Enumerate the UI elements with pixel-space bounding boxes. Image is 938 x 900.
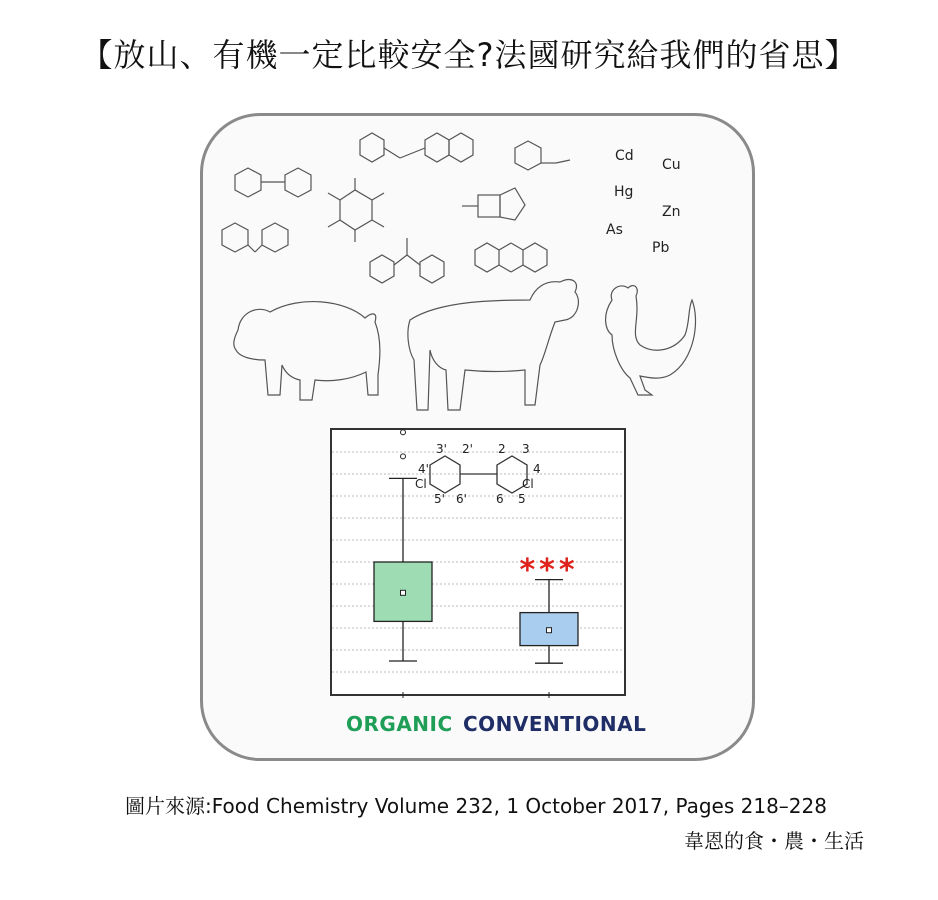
- element-pb: Pb: [652, 240, 670, 256]
- inset-label: Cl: [522, 477, 534, 491]
- author-credit: 韋恩的食・農・生活: [684, 829, 864, 853]
- inset-label: 5: [518, 492, 526, 506]
- inset-label: 2': [462, 442, 473, 456]
- element-zn: Zn: [662, 204, 681, 220]
- category-conventional: CONVENTIONAL: [463, 712, 647, 736]
- inset-label: 3: [522, 442, 530, 456]
- inset-label: 4: [533, 462, 541, 476]
- inset-label: 2: [498, 442, 506, 456]
- element-cu: Cu: [662, 157, 681, 173]
- inset-label: 5': [434, 492, 445, 506]
- inset-label: 4': [418, 462, 429, 476]
- element-cd: Cd: [615, 148, 634, 164]
- element-hg: Hg: [614, 184, 634, 200]
- page-title: 【放山、有機一定比較安全?法國研究給我們的省思】: [80, 36, 858, 74]
- inset-label: 3': [436, 442, 447, 456]
- inset-label: 6': [456, 492, 467, 506]
- element-as: As: [606, 222, 623, 238]
- category-organic: ORGANIC: [346, 712, 453, 736]
- boxplot-frame: [330, 428, 626, 696]
- inset-label: Cl: [415, 477, 427, 491]
- significance-label: ***: [519, 553, 579, 588]
- source-citation: 圖片來源:Food Chemistry Volume 232, 1 October 2017, Pages 218–228: [125, 794, 827, 818]
- inset-label: 6: [496, 492, 504, 506]
